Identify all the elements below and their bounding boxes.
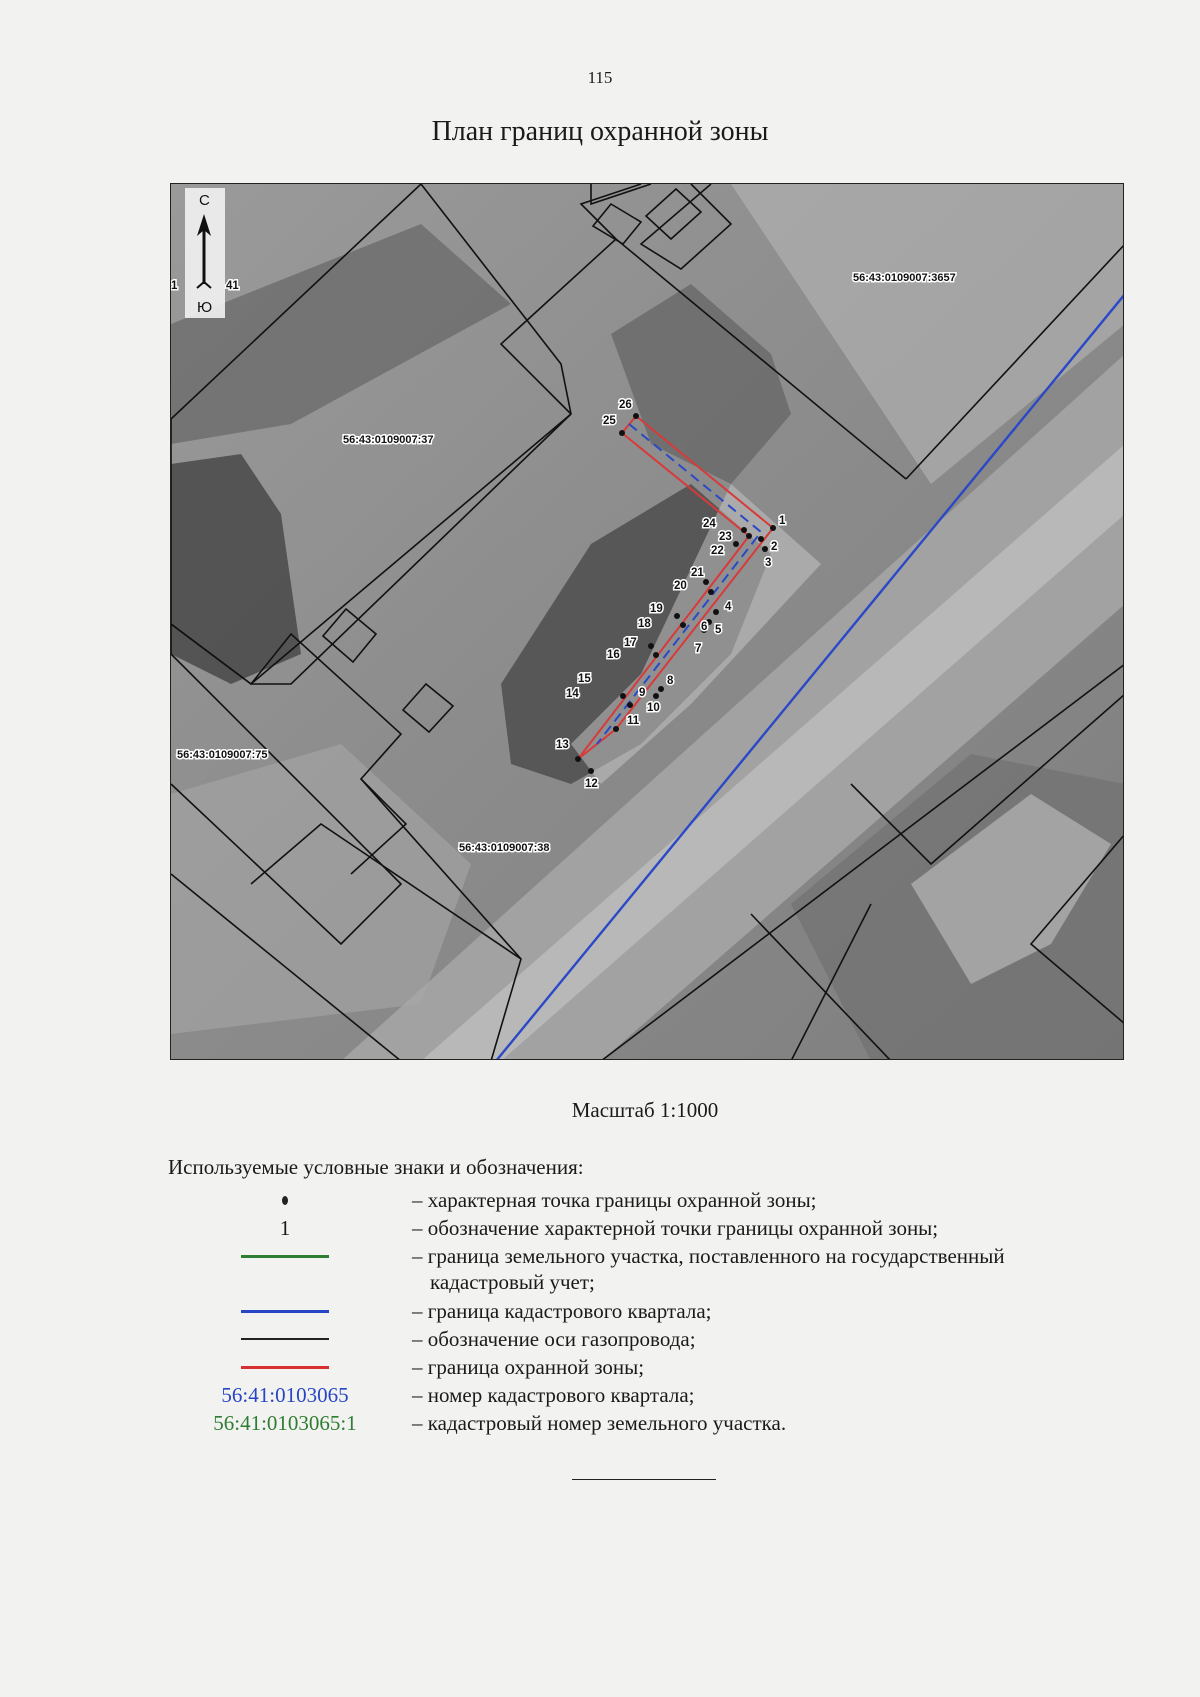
map-canvas [171, 184, 1124, 1060]
legend-symbol-zone-boundary [160, 1354, 410, 1380]
legend-item-parcel-boundary [160, 1243, 1170, 1295]
side-number-right: 41 [226, 280, 239, 292]
north-letter: С [199, 192, 210, 209]
map-scale: Масштаб 1:1000 [571, 1098, 719, 1122]
legend-text-parcel-boundary-line2: кадастровый учет; [430, 1270, 595, 1294]
zone-point-4 [713, 609, 719, 615]
point-label-9: 9 [639, 687, 646, 699]
point-dot-icon [282, 1196, 288, 1205]
zone-point-12 [588, 768, 594, 774]
zone-point-22 [746, 533, 752, 539]
legend-symbol-point [160, 1187, 410, 1213]
end-rule [572, 1479, 716, 1480]
point-label-10: 10 [647, 702, 660, 714]
legend-text-point: – характерная точка границы охранной зоны; [412, 1188, 817, 1212]
legend-text-quarter-number: – номер кадастрового квартала; [412, 1383, 695, 1407]
legend-text-parcel-boundary [412, 1243, 1172, 1295]
point-label-1: 1 [779, 515, 786, 527]
point-label-11: 11 [627, 715, 640, 727]
map-frame [170, 183, 1124, 1060]
parcel-label-75: 56:43:0109007:75 [177, 749, 268, 761]
black-line-icon [241, 1338, 329, 1340]
point-label-12: 12 [585, 778, 598, 790]
legend-quarter-number: 56:41:0103065 [221, 1382, 349, 1407]
legend-item-point [160, 1187, 1170, 1213]
point-label-26: 26 [619, 399, 632, 411]
legend-symbol-quarter-boundary [160, 1298, 410, 1324]
parcel-label-3657: 56:43:0109007:3657 [853, 272, 956, 284]
point-label-5: 5 [715, 624, 722, 636]
point-label-15: 15 [578, 673, 591, 685]
point-label-13: 13 [556, 739, 569, 751]
green-line-icon [241, 1255, 329, 1258]
legend-point-number: 1 [279, 1215, 291, 1240]
legend-symbol-quarter-number [160, 1382, 410, 1408]
zone-point-25 [619, 430, 625, 436]
side-number-left: 1 [171, 280, 178, 292]
page-number: 115 [587, 68, 613, 87]
red-line-icon [241, 1366, 329, 1369]
parcel-label-38: 56:43:0109007:38 [459, 842, 550, 854]
zone-point-3 [762, 546, 768, 552]
zone-point-18 [680, 622, 686, 628]
legend-text-parcel-number: – кадастровый номер земельного участка. [412, 1411, 787, 1435]
point-label-20: 20 [674, 580, 687, 592]
zone-point-23 [733, 541, 739, 547]
south-letter: Ю [197, 299, 213, 316]
zone-point-16 [653, 652, 659, 658]
legend-text-zone-boundary: – граница охранной зоны; [412, 1355, 645, 1379]
zone-point-2 [758, 536, 764, 542]
legend-item-quarter-boundary [160, 1298, 1170, 1324]
zone-point-8 [658, 686, 664, 692]
point-label-25: 25 [603, 415, 616, 427]
point-label-21: 21 [691, 567, 704, 579]
legend-symbol-gas-axis [160, 1326, 410, 1352]
point-label-24: 24 [703, 518, 716, 530]
zone-point-17 [648, 643, 654, 649]
legend-symbol-parcel-number [160, 1410, 410, 1436]
legend-text-point-number: – обозначение характерной точки границы охранной зоны; [412, 1216, 939, 1240]
legend-text-quarter-boundary: – граница кадастрового квартала; [412, 1299, 712, 1323]
zone-point-13 [575, 756, 581, 762]
zone-point-11 [613, 726, 619, 732]
legend-parcel-number: 56:41:0103065:1 [213, 1410, 357, 1435]
legend-item-point-number [160, 1215, 1170, 1241]
point-label-6: 6 [701, 621, 708, 633]
parcel-label-37: 56:43:0109007:37 [343, 434, 434, 446]
zone-point-19 [674, 613, 680, 619]
zone-point-1 [770, 525, 776, 531]
point-label-14: 14 [566, 688, 579, 700]
zone-point-26 [633, 413, 639, 419]
zone-point-20 [708, 589, 714, 595]
zone-point-24 [741, 527, 747, 533]
point-label-3: 3 [765, 557, 772, 569]
point-label-23: 23 [719, 531, 732, 543]
zone-point-9 [653, 693, 659, 699]
zone-point-21 [703, 579, 709, 585]
legend-symbol-point-number [160, 1215, 410, 1241]
legend-item-gas-axis [160, 1326, 1170, 1352]
point-label-18: 18 [638, 618, 651, 630]
point-label-7: 7 [695, 643, 702, 655]
point-label-22: 22 [711, 545, 724, 557]
legend-item-parcel-number [160, 1410, 1170, 1436]
point-label-8: 8 [667, 675, 674, 687]
legend-item-quarter-number [160, 1382, 1170, 1408]
page-title: План границ охранной зоны [431, 116, 769, 147]
legend-text-parcel-boundary-line1: – граница земельного участка, поставленного на государственный [412, 1244, 1005, 1268]
point-label-17: 17 [624, 637, 637, 649]
legend-item-zone-boundary [160, 1354, 1170, 1380]
point-label-2: 2 [771, 541, 778, 553]
blue-line-icon [241, 1310, 329, 1313]
zone-point-14 [627, 702, 633, 708]
zone-point-15 [620, 693, 626, 699]
point-label-19: 19 [650, 603, 663, 615]
legend-heading: Используемые условные знаки и обозначения: [168, 1155, 584, 1179]
legend-text-gas-axis: – обозначение оси газопровода; [412, 1327, 696, 1351]
legend-symbol-parcel-boundary [160, 1243, 410, 1269]
point-label-16: 16 [607, 649, 620, 661]
point-label-4: 4 [725, 601, 732, 613]
